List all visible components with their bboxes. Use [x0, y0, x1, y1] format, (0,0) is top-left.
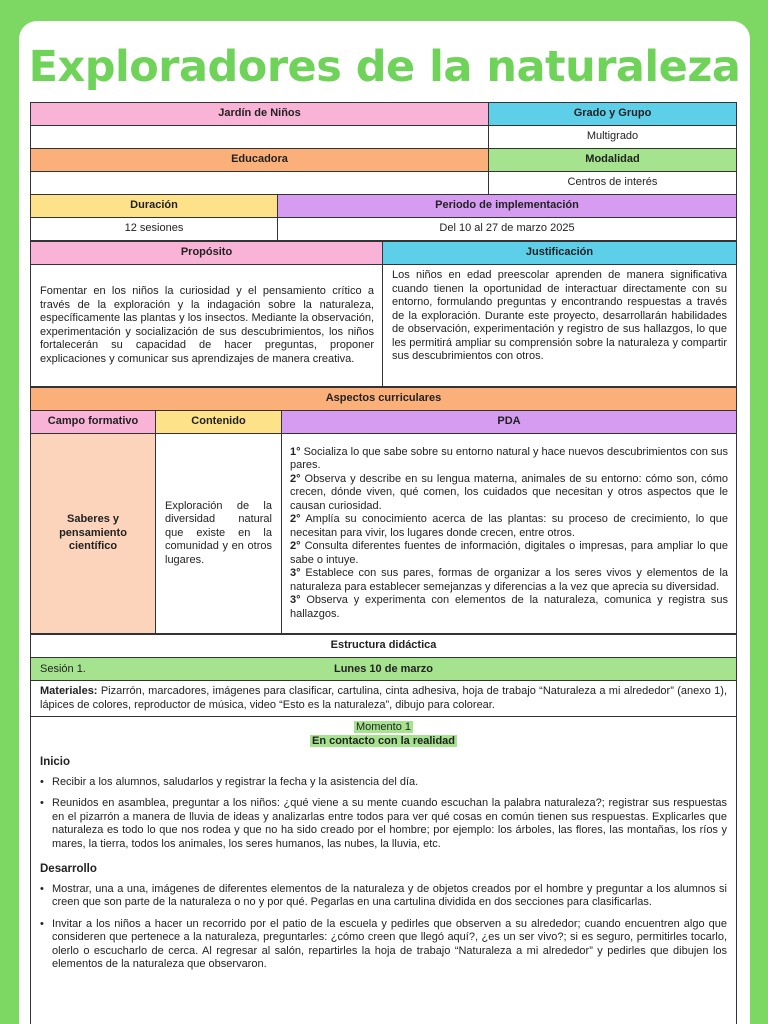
- pda-list: [282, 434, 737, 634]
- justificacion-label: Justificación: [383, 242, 737, 265]
- campo-value: Saberes y pensamiento científico: [31, 434, 156, 634]
- grado-label: Grado y Grupo: [489, 103, 737, 126]
- materiales-cell: [31, 681, 737, 717]
- desarrollo-heading: Desarrollo: [40, 863, 97, 875]
- pda-item: 1° Socializa lo que sabe sobre su entorno natural y hace nuevos descubrimientos con sus pares.: [290, 445, 729, 472]
- duracion-value: 12 sesiones: [31, 218, 278, 241]
- structure-table: [30, 634, 737, 1024]
- planning-sheet: [30, 102, 736, 1024]
- list-item: • Reunidos en asamblea, preguntar a los niños: ¿qué viene a su mente cuando escuchan la palabra naturaleza?; registrar sus respuestas en el pizarrón a manera de lluvia de ideas y analizarlas entre todos para ver qué cosas en común tienen sus respuestas. Explicarles que naturaleza es todo lo que nos rodea y que no ha sido creado por el hombre; por ejemplo: los árboles, las flores, las montañas, los ríos y mares, la tierra, todos los animales, los seres humanos, las nubes, la lluvia, etc.: [40, 797, 727, 851]
- momento-title: En contacto con la realidad: [311, 734, 456, 747]
- page-frame: [19, 21, 750, 1024]
- pda-item: 2° Amplía su conocimiento acerca de las plantas: su proceso de crecimiento, lo que necesitan para vivir, los lugares donde crecen, entre otros.: [290, 513, 729, 539]
- periodo-value: Del 10 al 27 de marzo 2025: [278, 218, 737, 241]
- materiales-label: Materiales:: [40, 685, 98, 697]
- jardin-value: [31, 126, 489, 149]
- session-body: [31, 717, 737, 1024]
- info-table: [30, 102, 737, 241]
- justificacion-text: Los niños en edad preescolar aprenden de manera significativa cuando tienen la oportunidad de interactuar directamente con su entorno, formulando preguntas y encontrando respuestas a través de la exploración. Durante este proyecto, desarrollarán habilidades de observación, experimentación y registro de sus hallazgos, lo que les permitirá ampliar su comprensión sobre la naturaleza y compartir sus descubrimientos con otros.: [383, 265, 737, 387]
- grado-value: Multigrado: [489, 126, 737, 149]
- list-item: • Invitar a los niños a hacer un recorrido por el patio de la escuela y pedirles que observen a su alrededor; cuando encuentren algo que consideren que pertenece a la naturaleza, preguntarles: ¿cómo creen que llegó aquí?, ¿es un ser vivo?; si es seguro, permitirles tocarlo, olerlo o escucharlo de cerca. Al regresar al salón, repartirles la hoja de trabajo “Naturaleza a mi alrededor” y pedirles que dibujen los elementos de la naturaleza que observaron.: [40, 918, 727, 972]
- momento-heading: [40, 717, 727, 748]
- pda-item: 3° Establece con sus pares, formas de organizar a los seres vivos y elementos de la naturaleza para establecer semejanzas y diferencias a la vez que aprecia su diversidad.: [290, 567, 729, 593]
- periodo-label: Periodo de implementación: [278, 195, 737, 218]
- pda-item: 2° Consulta diferentes fuentes de información, digitales o impresas, para ampliar lo que sabe o intuye.: [290, 540, 729, 566]
- purpose-table: [30, 241, 737, 387]
- modalidad-value: Centros de interés: [489, 172, 737, 195]
- jardin-label: Jardín de Niños: [31, 103, 489, 126]
- session-date: Lunes 10 de marzo: [333, 663, 434, 675]
- momento-number: Momento 1: [355, 721, 412, 733]
- duracion-label: Duración: [31, 195, 278, 218]
- list-item: • Recibir a los alumnos, saludarlos y registrar la fecha y la asistencia del día.: [40, 776, 727, 790]
- curricular-table: [30, 387, 737, 634]
- materiales-text: Pizarrón, marcadores, imágenes para clasificar, cartulina, cinta adhesiva, hoja de trabajo “Naturaleza a mi alrededor” (anexo 1), lápices de colores, reproductor de música, video “Esto es la naturaleza”, dibujo para colorear.: [40, 685, 728, 711]
- session-row: [31, 658, 737, 681]
- inicio-heading: Inicio: [40, 756, 71, 768]
- session-number: Sesión 1.: [40, 663, 86, 675]
- estructura-label: Estructura didáctica: [31, 635, 737, 658]
- campo-label: Campo formativo: [31, 411, 156, 434]
- desarrollo-list: [40, 883, 727, 972]
- proposito-text: Fomentar en los niños la curiosidad y el pensamiento crítico a través de la exploración y la indagación sobre la naturaleza, específicamente las plantas y los insectos. Mediante la observación, experimentación y socialización de sus descubrimientos, los niños fortalecerán su capacidad de hacer preguntas, proponer explicaciones y comunicar sus aprendizajes de manera creativa.: [31, 265, 383, 387]
- pda-item: 3° Observa y experimenta con elementos de la naturaleza, comunica y registra sus hallazgos.: [290, 594, 729, 620]
- inicio-list: [40, 776, 727, 852]
- list-item: • Mostrar, una a una, imágenes de diferentes elementos de la naturaleza y de objetos creados por el hombre y preguntar a los alumnos si creen que son parte de la naturaleza o no y por qué. Pegarlas en una cartulina dividida en dos secciones para clasificarlas.: [40, 883, 727, 910]
- contenido-label: Contenido: [156, 411, 282, 434]
- aspectos-label: Aspectos curriculares: [31, 388, 737, 411]
- educadora-value: [31, 172, 489, 195]
- pda-item: 2° Observa y describe en su lengua materna, animales de su entorno: cómo son, cómo crecen, dónde viven, qué comen, los cuidados que necesitan y otros aspectos que le causan curiosidad.: [290, 472, 729, 512]
- proposito-label: Propósito: [31, 242, 383, 265]
- page-title: Exploradores de la naturaleza: [28, 42, 741, 92]
- pda-label: PDA: [282, 411, 737, 434]
- contenido-value: Exploración de la diversidad natural que existe en la comunidad y en otros lugares.: [156, 434, 282, 634]
- modalidad-label: Modalidad: [489, 149, 737, 172]
- educadora-label: Educadora: [31, 149, 489, 172]
